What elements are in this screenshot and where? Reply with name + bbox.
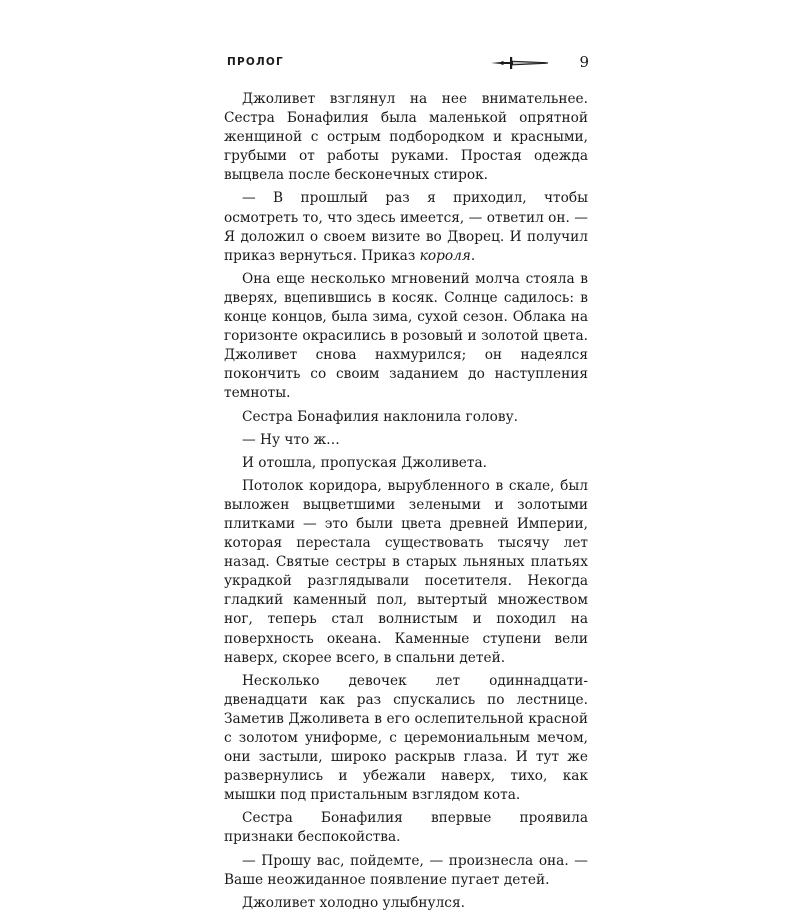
punctuation: .: [470, 247, 476, 264]
page-number: 9: [579, 53, 589, 71]
body-text: [224, 90, 588, 913]
paragraph: Сестра Бонафилия впервые проявила признаки беспокойства.: [224, 810, 588, 846]
paragraph: Сестра Бонафилия наклонила голову.: [242, 408, 518, 425]
paragraph: [224, 189, 588, 265]
paragraph: — Ну что ж…: [242, 431, 340, 448]
paragraph: Джоливет холодно улыбнулся.: [242, 894, 465, 911]
page-header: [227, 55, 589, 75]
running-title: ПРОЛОГ: [227, 56, 284, 68]
paragraph: Она еще несколько мгновений молча стояла в дверях, вцепившись в косяк. Солнце садилось: в конце концов, была зима, сухой сезон. Облака на горизонте окрасились в розовый и золотой цвета. Джоливет снова нахмурился; он надеялся покончить со своим заданием до наступления темноты.: [224, 270, 588, 402]
paragraph: Потолок коридора, вырубленного в скале, был выложен выцветшими зелеными и золотыми плитками — это были цвета древней Империи, которая перестала существовать тысячу лет назад. Святые сестры в старых льняных платьях украдкой разглядывали посетителя. Некогда гладкий каменный пол, вытертый множеством ног, теперь стал волнистым и походил на поверхность океана. Каменные ступени вели наверх, скорее всего, в спальни детей.: [224, 477, 588, 666]
paragraph-text: — В прошлый раз я приходил, чтобы осмотреть то, что здесь имеется, — ответил он. — Я доложил о своем визите во Дворец. И получил приказ вернуться. Приказ: [224, 190, 588, 264]
paragraph: Несколько девочек лет одиннадцати-двенадцати как раз спускались по лестнице. Заметив Джоливета в его ослепительной красной с золотом униформе, с церемониальным мечом, они застыли, широко раскрыв глаза. И тут же развернулись и убежали наверх, тихо, как мышки под пристальным взглядом кота.: [224, 672, 588, 804]
paragraph: И отошла, пропуская Джоливета.: [242, 454, 487, 471]
paragraph: — Прошу вас, пойдемте, — произнесла она. — Ваше неожиданное появление пугает детей.: [224, 852, 588, 888]
paragraph: Джоливет взглянул на нее внимательнее. Сестра Бонафилия была маленькой опрятной женщиной с острым подбородком и красными, грубыми от работы руками. Простая одежда выцвела после бесконечных стирок.: [224, 91, 588, 184]
dagger-ornament-icon: [489, 56, 549, 70]
italic-word: короля: [419, 247, 471, 264]
